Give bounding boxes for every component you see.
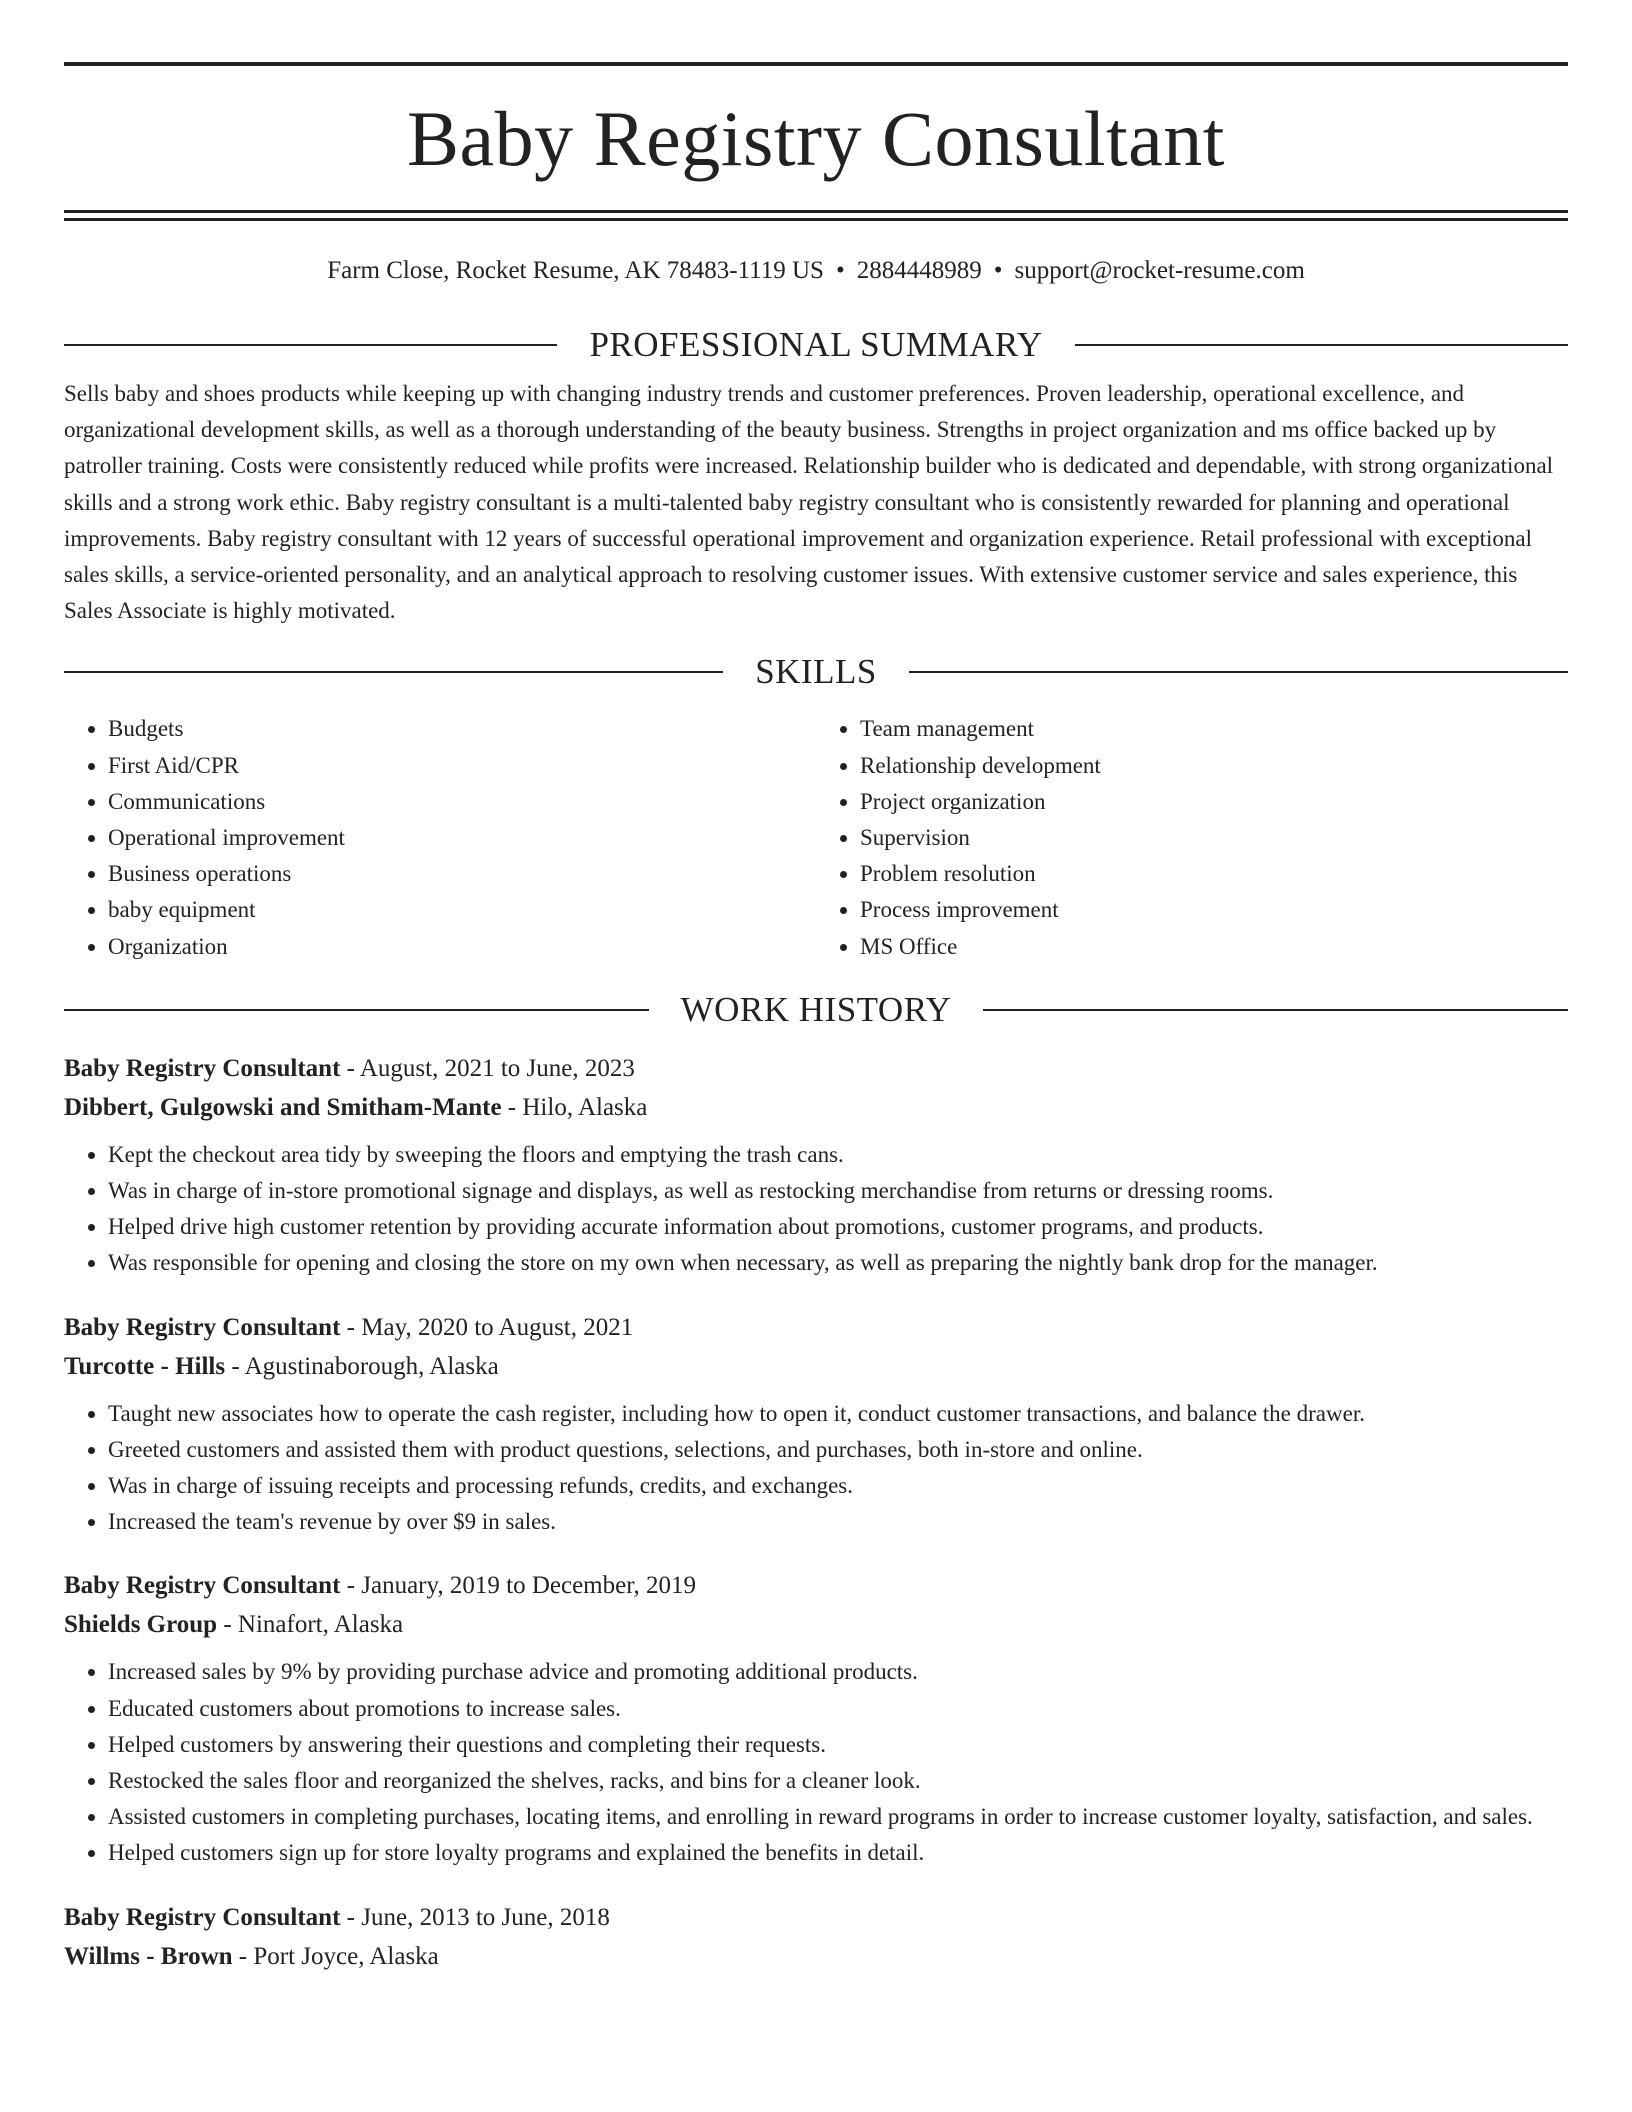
job-title-line: Baby Registry Consultant - May, 2020 to August, 2021	[64, 1313, 634, 1341]
heading-rule-left	[64, 344, 557, 346]
job-location: Hilo, Alaska	[522, 1093, 648, 1121]
skills-heading	[64, 651, 1568, 693]
summary-heading	[64, 324, 1568, 366]
job-bullet: • Assisted customers in completing purchases, locating items, and enrolling in reward programs in order to increase customer loyalty, satisfaction, and sales.	[108, 1799, 1568, 1835]
heading-rule-right	[1075, 344, 1568, 346]
job-company-line: Shields Group - Ninafort, Alaska	[64, 1611, 404, 1639]
heading-rule-right	[909, 671, 1568, 673]
job-title-line: Baby Registry Consultant - August, 2021 to June, 2023	[64, 1054, 635, 1082]
contact-phone: 2884448989	[856, 257, 982, 284]
job-bullet: • Greeted customers and assisted them with product questions, selections, and purchases, both in-store and online.	[108, 1432, 1568, 1468]
job-role: Baby Registry Consultant	[64, 1313, 341, 1341]
double-rule	[64, 210, 1568, 221]
work-history-list	[64, 1049, 1568, 1976]
job-title-line: Baby Registry Consultant - January, 2019 to December, 2019	[64, 1572, 697, 1600]
skill-item: • Supervision	[860, 820, 1568, 856]
job-bullet: • Helped customers sign up for store loyalty programs and explained the benefits in detail.	[108, 1835, 1568, 1871]
job-dates: August, 2021 to June, 2023	[359, 1054, 635, 1082]
heading-rule-left	[64, 671, 723, 673]
job-bullet: • Taught new associates how to operate the cash register, including how to open it, conduct customer transactions, and balance the drawer.	[108, 1396, 1568, 1432]
skill-item: • Project organization	[860, 784, 1568, 820]
job-bullet: • Increased the team's revenue by over $9 in sales.	[108, 1504, 1568, 1540]
skill-item: • baby equipment	[108, 892, 816, 928]
skill-item: • Team management	[860, 711, 1568, 747]
skill-item: • Process improvement	[860, 892, 1568, 928]
job-company: Willms - Brown	[64, 1942, 233, 1970]
job-location: Agustinaborough, Alaska	[244, 1352, 499, 1380]
job-entry	[64, 1566, 1568, 1871]
job-entry	[64, 1898, 1568, 1976]
heading-rule-right	[983, 1009, 1568, 1011]
job-company: Dibbert, Gulgowski and Smitham-Mante	[64, 1093, 502, 1121]
skill-item: • First Aid/CPR	[108, 748, 816, 784]
job-role: Baby Registry Consultant	[64, 1572, 341, 1600]
skill-item: • Budgets	[108, 711, 816, 747]
job-bullet: • Increased sales by 9% by providing purchase advice and promoting additional products.	[108, 1654, 1568, 1690]
skill-item: • Operational improvement	[108, 820, 816, 856]
job-bullet: • Restocked the sales floor and reorganized the shelves, racks, and bins for a cleaner look.	[108, 1763, 1568, 1799]
job-bullet: • Helped customers by answering their questions and completing their requests.	[108, 1727, 1568, 1763]
job-bullets	[64, 1137, 1568, 1282]
job-role: Baby Registry Consultant	[64, 1903, 341, 1931]
skills-column-left	[64, 711, 816, 964]
skill-item: • MS Office	[860, 929, 1568, 965]
job-entry	[64, 1049, 1568, 1282]
job-title-line: Baby Registry Consultant - June, 2013 to June, 2018	[64, 1903, 610, 1931]
skill-item: • Business operations	[108, 856, 816, 892]
work-heading	[64, 989, 1568, 1031]
contact-separator: •	[835, 257, 845, 284]
job-company-line: Dibbert, Gulgowski and Smitham-Mante - Hilo, Alaska	[64, 1093, 648, 1121]
job-bullet: • Helped drive high customer retention by providing accurate information about promotions, customer programs, and products.	[108, 1209, 1568, 1245]
skill-item: • Communications	[108, 784, 816, 820]
contact-address: Farm Close, Rocket Resume, AK 78483-1119 US	[327, 257, 824, 284]
job-bullets	[64, 1654, 1568, 1871]
contact-line	[64, 256, 1568, 286]
job-bullets	[64, 1396, 1568, 1541]
job-company-line: Willms - Brown - Port Joyce, Alaska	[64, 1942, 439, 1970]
heading-rule-left	[64, 1009, 649, 1011]
top-rule	[64, 62, 1568, 66]
skill-item: • Problem resolution	[860, 856, 1568, 892]
skills-list	[64, 711, 1568, 964]
summary-text: Sells baby and shoes products while keeping up with changing industry trends and customer preferences. Proven leadership, operational excellence, and organizational development skills, as well as a thorough understanding of the beauty business. Strengths in project organization and ms office backed up by patroller training. Costs were consistently reduced while profits were increased. Relationship builder who is dedicated and dependable, with strong organizational skills and a strong work ethic. Baby registry consultant is a multi-talented baby registry consultant who is consistently rewarded for planning and operational improvements. Baby registry consultant with 12 years of successful operational improvement and organization experience. Retail professional with exceptional sales skills, a service-oriented personality, and an analytical approach to resolving customer issues. With extensive customer service and sales experience, this Sales Associate is highly motivated.	[64, 381, 1554, 624]
skill-item: • Relationship development	[860, 748, 1568, 784]
job-dates: January, 2019 to December, 2019	[361, 1572, 697, 1600]
job-bullet: • Was responsible for opening and closing the store on my own when necessary, as well as preparing the nightly bank drop for the manager.	[108, 1245, 1568, 1281]
summary-title: PROFESSIONAL SUMMARY	[589, 325, 1043, 364]
job-bullet: • Was in charge of in-store promotional signage and displays, as well as restocking merchandise from returns or dressing rooms.	[108, 1173, 1568, 1209]
job-dates: May, 2020 to August, 2021	[361, 1313, 634, 1341]
job-entry	[64, 1308, 1568, 1541]
skills-column-right	[816, 711, 1568, 964]
job-bullet: • Was in charge of issuing receipts and processing refunds, credits, and exchanges.	[108, 1468, 1568, 1504]
job-bullet: • Educated customers about promotions to increase sales.	[108, 1691, 1568, 1727]
job-dates: June, 2013 to June, 2018	[361, 1903, 610, 1931]
job-location: Port Joyce, Alaska	[253, 1942, 439, 1970]
contact-email: support@rocket-resume.com	[1014, 257, 1305, 284]
candidate-name: Baby Registry Consultant	[407, 95, 1225, 182]
skill-item: • Organization	[108, 929, 816, 965]
job-role: Baby Registry Consultant	[64, 1054, 341, 1082]
contact-separator: •	[993, 257, 1003, 284]
job-location: Ninafort, Alaska	[237, 1611, 404, 1639]
job-bullet: • Kept the checkout area tidy by sweeping the floors and emptying the trash cans.	[108, 1137, 1568, 1173]
work-title: WORK HISTORY	[680, 989, 952, 1029]
job-company-line: Turcotte - Hills - Agustinaborough, Alaska	[64, 1352, 499, 1380]
skills-title: SKILLS	[755, 652, 877, 692]
job-company: Turcotte - Hills	[64, 1352, 226, 1380]
job-company: Shields Group	[64, 1611, 218, 1639]
